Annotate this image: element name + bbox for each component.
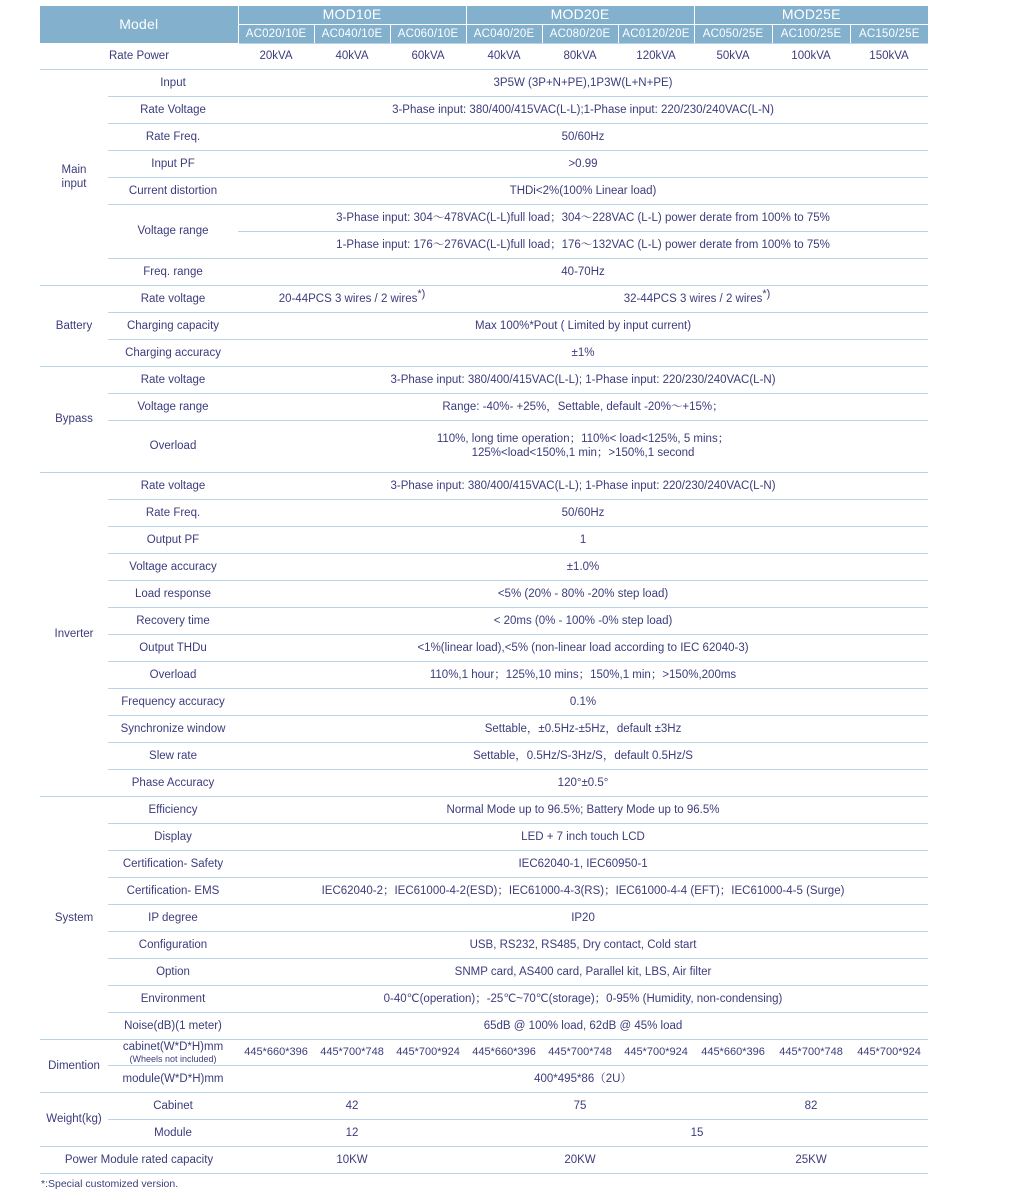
main-input-row-input-pf [40, 150, 928, 177]
section-label-main-input [40, 69, 108, 285]
battery-rate-voltage-right-footnote-marker: *) [762, 287, 771, 300]
value-battery-charging-capacity: Max 100%*Pout ( Limited by input current) [238, 312, 928, 339]
value-dimention-cabinet-3: 445*660*396 [466, 1039, 542, 1065]
value-system-efficiency: Normal Mode up to 96.5%; Battery Mode up to 96.5% [238, 796, 928, 823]
value-dimention-cabinet-8: 445*700*924 [850, 1039, 928, 1065]
value-inverter-rate-freq: 50/60Hz [238, 499, 928, 526]
value-inverter-overload: 110%,1 hour；125%,10 mins；150%,1 min；>150%,200ms [238, 661, 928, 688]
value-dimention-cabinet-7: 445*700*748 [772, 1039, 850, 1065]
param-battery-charging-capacity: Charging capacity [108, 312, 238, 339]
table-footnote: *:Special customized version. [41, 1177, 179, 1190]
battery-row-charging-accuracy [40, 339, 928, 366]
system-row-6 [40, 958, 928, 985]
value-dimention-cabinet-5: 445*700*924 [618, 1039, 694, 1065]
inverter-row-7 [40, 661, 928, 688]
value-system-ip-degree: IP20 [238, 904, 928, 931]
inverter-row-8 [40, 688, 928, 715]
value-weight-module-1: 15 [466, 1119, 928, 1146]
bypass-overload-line1: 110%, long time operation；110%< load<125%, 5 mins； [436, 433, 730, 445]
sku-header-3: AC040/20E [466, 24, 542, 43]
value-dimention-cabinet-6: 445*660*396 [694, 1039, 772, 1065]
value-inverter-voltage-accuracy: ±1.0% [238, 553, 928, 580]
rate-power-value-7: 100kVA [772, 43, 850, 69]
dimention-row-cabinet [40, 1039, 928, 1065]
value-bypass-voltage-range: Range: -40%- +25%，Settable, default -20%～+15%； [238, 393, 928, 420]
param-inverter-output-pf: Output PF [108, 526, 238, 553]
value-bypass-rate-voltage: 3-Phase input: 380/400/415VAC(L-L); 1-Phase input: 220/230/240VAC(L-N) [238, 366, 928, 393]
value-inverter-output-pf: 1 [238, 526, 928, 553]
value-dimention-cabinet-1: 445*700*748 [314, 1039, 390, 1065]
battery-rate-voltage-left-footnote-marker: *) [417, 287, 426, 300]
system-row-2 [40, 850, 928, 877]
param-system-display: Display [108, 823, 238, 850]
value-dimention-cabinet-2: 445*700*924 [390, 1039, 466, 1065]
value-main-input-freq-range: 40-70Hz [238, 258, 928, 285]
param-battery-rate-voltage: Rate voltage [108, 285, 238, 312]
value-dimention-cabinet-0: 445*660*396 [238, 1039, 314, 1065]
rate-power-value-5: 120kVA [618, 43, 694, 69]
param-system-configuration: Configuration [108, 931, 238, 958]
value-dimention-module: 400*495*86（2U） [238, 1065, 928, 1092]
inverter-row-0 [40, 472, 928, 499]
value-inverter-load-response: <5% (20% - 80% -20% step load) [238, 580, 928, 607]
value-weight-cabinet-1: 75 [466, 1092, 694, 1119]
value-inverter-synchronize-window: Settable，±0.5Hz-±5Hz，default ±3Hz [238, 715, 928, 742]
bypass-row-rate-voltage [40, 366, 928, 393]
param-weight-cabinet: Cabinet [108, 1092, 238, 1119]
inverter-row-1 [40, 499, 928, 526]
main-input-row-current-distortion [40, 177, 928, 204]
value-battery-rate-voltage-mod10e [238, 285, 466, 312]
value-system-noise: 65dB @ 100% load, 62dB @ 45% load [238, 1012, 928, 1039]
system-row-4 [40, 904, 928, 931]
param-dimention-cabinet [108, 1039, 238, 1065]
bypass-row-voltage-range [40, 393, 928, 420]
sku-header-5: AC0120/20E [618, 24, 694, 43]
value-weight-cabinet-2: 82 [694, 1092, 928, 1119]
section-label-dimention: Dimention [40, 1039, 108, 1092]
family-header-mod25e: MOD25E [694, 6, 928, 24]
param-system-option: Option [108, 958, 238, 985]
param-inverter-rate-freq: Rate Freq. [108, 499, 238, 526]
rate-power-value-4: 80kVA [542, 43, 618, 69]
inverter-row-4 [40, 580, 928, 607]
header-family-row [40, 6, 928, 24]
param-weight-module: Module [108, 1119, 238, 1146]
main-input-label-line2: input [61, 178, 87, 191]
system-row-1 [40, 823, 928, 850]
value-main-input-rate-voltage: 3-Phase input: 380/400/415VAC(L-L);1-Phase input: 220/230/240VAC(L-N) [238, 96, 928, 123]
param-system-noise: Noise(dB)(1 meter) [108, 1012, 238, 1039]
param-bypass-overload: Overload [108, 420, 238, 472]
param-main-input-input: Input [108, 69, 238, 96]
section-label-weight: Weight(kg) [40, 1092, 108, 1146]
value-inverter-output-thdu: <1%(linear load),<5% (non-linear load according to IEC 62040-3) [238, 634, 928, 661]
value-system-option: SNMP card, AS400 card, Parallel kit, LBS, Air filter [238, 958, 928, 985]
main-input-row-rate-freq [40, 123, 928, 150]
param-inverter-frequency-accuracy: Frequency accuracy [108, 688, 238, 715]
value-main-input-input-pf: >0.99 [238, 150, 928, 177]
param-system-efficiency: Efficiency [108, 796, 238, 823]
system-row-7 [40, 985, 928, 1012]
param-bypass-voltage-range: Voltage range [108, 393, 238, 420]
battery-rate-voltage-right-text: 32-44PCS 3 wires / 2 wires [623, 292, 763, 305]
main-input-row-voltage-range-3p [40, 204, 928, 231]
family-header-mod20e: MOD20E [466, 6, 694, 24]
param-main-input-current-distortion: Current distortion [108, 177, 238, 204]
value-system-certification-ems: IEC62040-2；IEC61000-4-2(ESD)；IEC61000-4-3(RS)；IEC61000-4-4 (EFT)；IEC61000-4-5 (Surge) [238, 877, 928, 904]
param-inverter-synchronize-window: Synchronize window [108, 715, 238, 742]
value-inverter-rate-voltage: 3-Phase input: 380/400/415VAC(L-L); 1-Phase input: 220/230/240VAC(L-N) [238, 472, 928, 499]
value-system-environment: 0-40℃(operation)；-25℃~70℃(storage)；0-95% (Humidity, non-condensing) [238, 985, 928, 1012]
sku-header-6: AC050/25E [694, 24, 772, 43]
dimention-row-module [40, 1065, 928, 1092]
value-main-input-voltage-range-1phase: 1-Phase input: 176～276VAC(L-L)full load；176～132VAC (L-L) power derate from 100% to 75% [238, 231, 928, 258]
rate-power-value-1: 40kVA [314, 43, 390, 69]
section-label-bypass: Bypass [40, 366, 108, 472]
param-main-input-freq-range: Freq. range [108, 258, 238, 285]
param-inverter-overload: Overload [108, 661, 238, 688]
value-power-module-0: 10KW [238, 1146, 466, 1173]
specification-table [40, 6, 928, 1174]
system-row-3 [40, 877, 928, 904]
param-inverter-output-thdu: Output THDu [108, 634, 238, 661]
system-row-8 [40, 1012, 928, 1039]
rate-power-value-0: 20kVA [238, 43, 314, 69]
value-weight-cabinet-0: 42 [238, 1092, 466, 1119]
param-inverter-voltage-accuracy: Voltage accuracy [108, 553, 238, 580]
param-inverter-phase-accuracy: Phase Accuracy [108, 769, 238, 796]
value-main-input-current-distortion: THDi<2%(100% Linear load) [238, 177, 928, 204]
main-input-row-freq-range [40, 258, 928, 285]
inverter-row-5 [40, 607, 928, 634]
rate-power-value-6: 50kVA [694, 43, 772, 69]
main-input-row-rate-voltage [40, 96, 928, 123]
value-system-certification-safety: IEC62040-1, IEC60950-1 [238, 850, 928, 877]
sku-header-4: AC080/20E [542, 24, 618, 43]
value-main-input-input: 3P5W (3P+N+PE),1P3W(L+N+PE) [238, 69, 928, 96]
inverter-row-3 [40, 553, 928, 580]
weight-row-cabinet [40, 1092, 928, 1119]
value-power-module-2: 25KW [694, 1146, 928, 1173]
model-header: Model [40, 6, 238, 43]
param-main-input-input-pf: Input PF [108, 150, 238, 177]
param-system-ip-degree: IP degree [108, 904, 238, 931]
inverter-row-6 [40, 634, 928, 661]
sku-header-1: AC040/10E [314, 24, 390, 43]
weight-row-module [40, 1119, 928, 1146]
battery-rate-voltage-left-text: 20-44PCS 3 wires / 2 wires [278, 292, 418, 305]
section-label-battery: Battery [40, 285, 108, 366]
section-label-system: System [40, 796, 108, 1039]
inverter-row-2 [40, 526, 928, 553]
sku-header-7: AC100/25E [772, 24, 850, 43]
param-main-input-rate-voltage: Rate Voltage [108, 96, 238, 123]
param-system-environment: Environment [108, 985, 238, 1012]
inverter-row-9 [40, 715, 928, 742]
param-inverter-load-response: Load response [108, 580, 238, 607]
power-module-row [40, 1146, 928, 1173]
value-inverter-frequency-accuracy: 0.1% [238, 688, 928, 715]
dimention-cabinet-note: (Wheels not included) [129, 1053, 217, 1064]
value-battery-charging-accuracy: ±1% [238, 339, 928, 366]
value-weight-module-0: 12 [238, 1119, 466, 1146]
value-bypass-overload [238, 420, 928, 472]
system-row-5 [40, 931, 928, 958]
system-row-0 [40, 796, 928, 823]
rate-power-value-8: 150kVA [850, 43, 928, 69]
value-main-input-rate-freq: 50/60Hz [238, 123, 928, 150]
rate-power-label: Rate Power [40, 43, 238, 69]
main-input-label-line1: Main [61, 164, 87, 176]
value-main-input-voltage-range-3phase: 3-Phase input: 304～478VAC(L-L)full load；304～228VAC (L-L) power derate from 100% to 75% [238, 204, 928, 231]
value-system-configuration: USB, RS232, RS485, Dry contact, Cold start [238, 931, 928, 958]
family-header-mod10e: MOD10E [238, 6, 466, 24]
main-input-row-input [40, 69, 928, 96]
sku-header-2: AC060/10E [390, 24, 466, 43]
power-module-label: Power Module rated capacity [40, 1146, 238, 1173]
param-system-certification-safety: Certification- Safety [108, 850, 238, 877]
value-battery-rate-voltage-mod20e-25e [466, 285, 928, 312]
inverter-row-10 [40, 742, 928, 769]
sku-header-0: AC020/10E [238, 24, 314, 43]
value-inverter-recovery-time: < 20ms (0% - 100% -0% step load) [238, 607, 928, 634]
param-bypass-rate-voltage: Rate voltage [108, 366, 238, 393]
rate-power-value-3: 40kVA [466, 43, 542, 69]
param-main-input-rate-freq: Rate Freq. [108, 123, 238, 150]
param-battery-charging-accuracy: Charging accuracy [108, 339, 238, 366]
value-system-display: LED + 7 inch touch LCD [238, 823, 928, 850]
param-main-input-voltage-range: Voltage range [108, 204, 238, 258]
section-label-inverter: Inverter [40, 472, 108, 796]
param-inverter-rate-voltage: Rate voltage [108, 472, 238, 499]
value-inverter-slew-rate: Settable，0.5Hz/S-3Hz/S，default 0.5Hz/S [238, 742, 928, 769]
bypass-overload-line2: 125%<load<150%,1 min；>150%,1 second [471, 447, 695, 460]
value-dimention-cabinet-4: 445*700*748 [542, 1039, 618, 1065]
value-power-module-1: 20KW [466, 1146, 694, 1173]
battery-row-charging-capacity [40, 312, 928, 339]
rate-power-row [40, 43, 928, 69]
param-inverter-slew-rate: Slew rate [108, 742, 238, 769]
inverter-row-11 [40, 769, 928, 796]
param-inverter-recovery-time: Recovery time [108, 607, 238, 634]
battery-row-rate-voltage [40, 285, 928, 312]
rate-power-value-2: 60kVA [390, 43, 466, 69]
bypass-row-overload [40, 420, 928, 472]
param-system-certification-ems: Certification- EMS [108, 877, 238, 904]
value-inverter-phase-accuracy: 120°±0.5° [238, 769, 928, 796]
sku-header-8: AC150/25E [850, 24, 928, 43]
dimention-cabinet-label: cabinet(W*D*H)mm [122, 1041, 224, 1054]
param-dimention-module: module(W*D*H)mm [108, 1065, 238, 1092]
